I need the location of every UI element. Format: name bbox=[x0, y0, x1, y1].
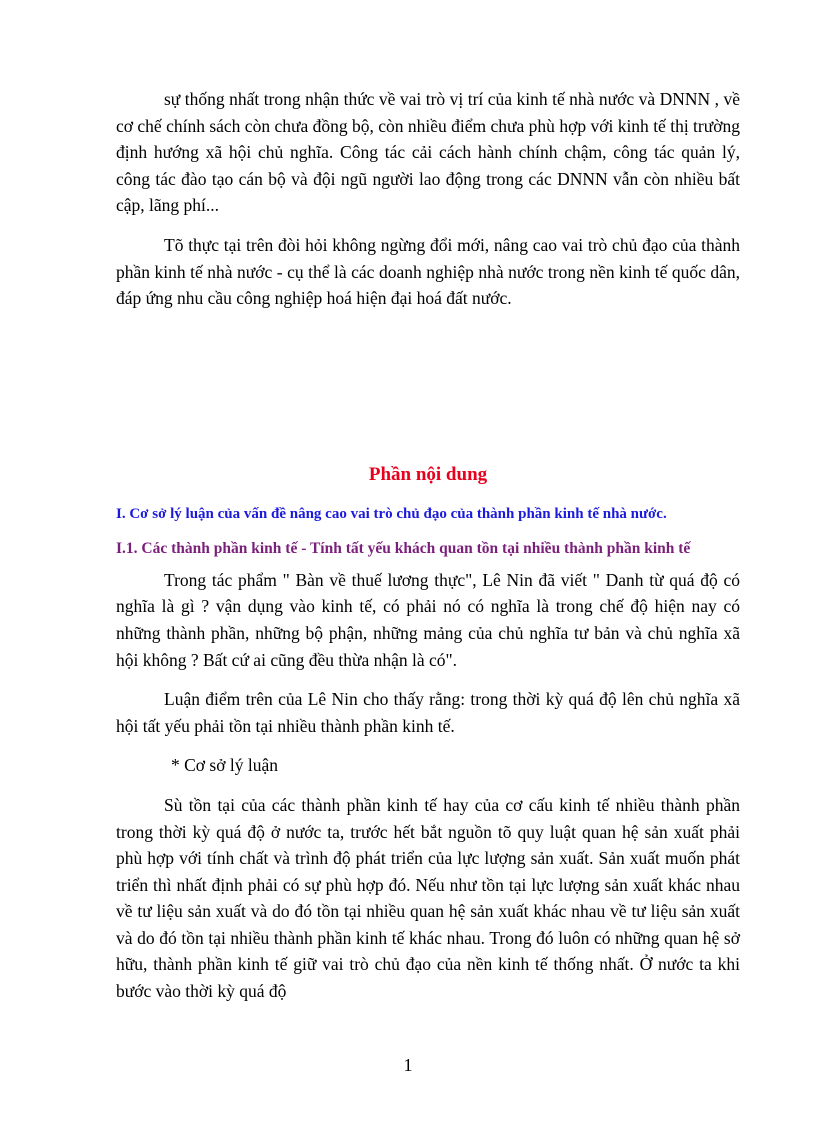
paragraph-continuation: sự thống nhất trong nhận thức về vai trò vị trí của kinh tế nhà nước và DNNN , về cơ chế chính sách còn chưa đồng bộ, còn nhiều điểm chưa phù hợp với kinh tế thị trường định hướng xã hội chủ nghĩa. Công tác cải cách hành chính chậm, công tác quản lý, công tác đào tạo cán bộ và đội ngũ người lao động trong các DNNN vẫn còn nhiều bất cập, lãng phí... bbox=[116, 89, 740, 216]
spacer bbox=[116, 779, 740, 792]
paragraph-theoretical-basis: Sù tồn tại của các thành phần kinh tế hay của cơ cấu kinh tế nhiều thành phần trong thời kỳ quá độ ở nước ta, trước hết bắt nguồn tõ quy luật quan hệ sản xuất phải phù hợp với tính chất và trình độ phát triển của lực lượng sản xuất. Sản xuất muốn phát triển thì nhất định phải có sự phù hợp đó. Nếu như tồn tại lực lượng sản xuất khác nhau về tư liệu sản xuất và do đó tồn tại nhiều quan hệ sản xuất khác nhau về tư liệu sản xuất và do đó tồn tại nhiều thành phần kinh tế khác nhau. Trong đó luôn có những quan hệ sở hữu, thành phần kinh tế giữ vai trò chủ đạo của nền kinh tế thống nhất. Ở nước ta khi bước vào thời kỳ quá độ bbox=[116, 794, 740, 1002]
part-title: Phần nội dung bbox=[368, 463, 488, 485]
spacer bbox=[116, 312, 740, 462]
section-title: I. Cơ sở lý luận của vấn đề nâng cao vai trò chủ đạo của thành phần kinh tế nhà nước. bbox=[116, 505, 667, 522]
paragraph-lenin-quote: Trong tác phẩm " Bàn về thuế lương thực", Lê Nin đã viết " Danh từ quá độ có nghĩa là gì ? vận dụng vào kinh tế, có phải nó có nghĩa là trong chế độ hiện nay có những thành phần, những bộ phận, những mảng của chủ nghĩa tư bản và chủ nghĩa xã hội không ? Bất cứ ai cũng đều thừa nhận là có". bbox=[116, 569, 740, 670]
paragraph-conclusion: Tõ thực tại trên đòi hỏi không ngừng đổi mới, nâng cao vai trò chủ đạo của thành phần kinh tế nhà nước - cụ thể là các doanh nghiệp nhà nước trong nền kinh tế quốc dân, đáp ứng nhu cầu công nghiệp hoá hiện đại hoá đất nước. bbox=[116, 234, 740, 309]
spacer bbox=[116, 524, 740, 539]
page-content bbox=[116, 86, 740, 1005]
spacer bbox=[116, 558, 740, 567]
spacer bbox=[116, 219, 740, 232]
spacer bbox=[116, 488, 740, 505]
paragraph-lenin-viewpoint: Luận điểm trên của Lê Nin cho thấy rằng: trong thời kỳ quá độ lên chủ nghĩa xã hội tất yếu phải tồn tại nhiều thành phần kinh tế. bbox=[116, 689, 740, 736]
spacer bbox=[116, 739, 740, 752]
bullet-theoretical-basis: * Cơ sở lý luận bbox=[171, 755, 278, 776]
subsection-title: I.1. Các thành phần kinh tế - Tính tất yếu khách quan tồn tại nhiều thành phần kinh tế bbox=[116, 539, 691, 557]
spacer bbox=[116, 673, 740, 686]
page-number: 1 bbox=[403, 1055, 413, 1075]
